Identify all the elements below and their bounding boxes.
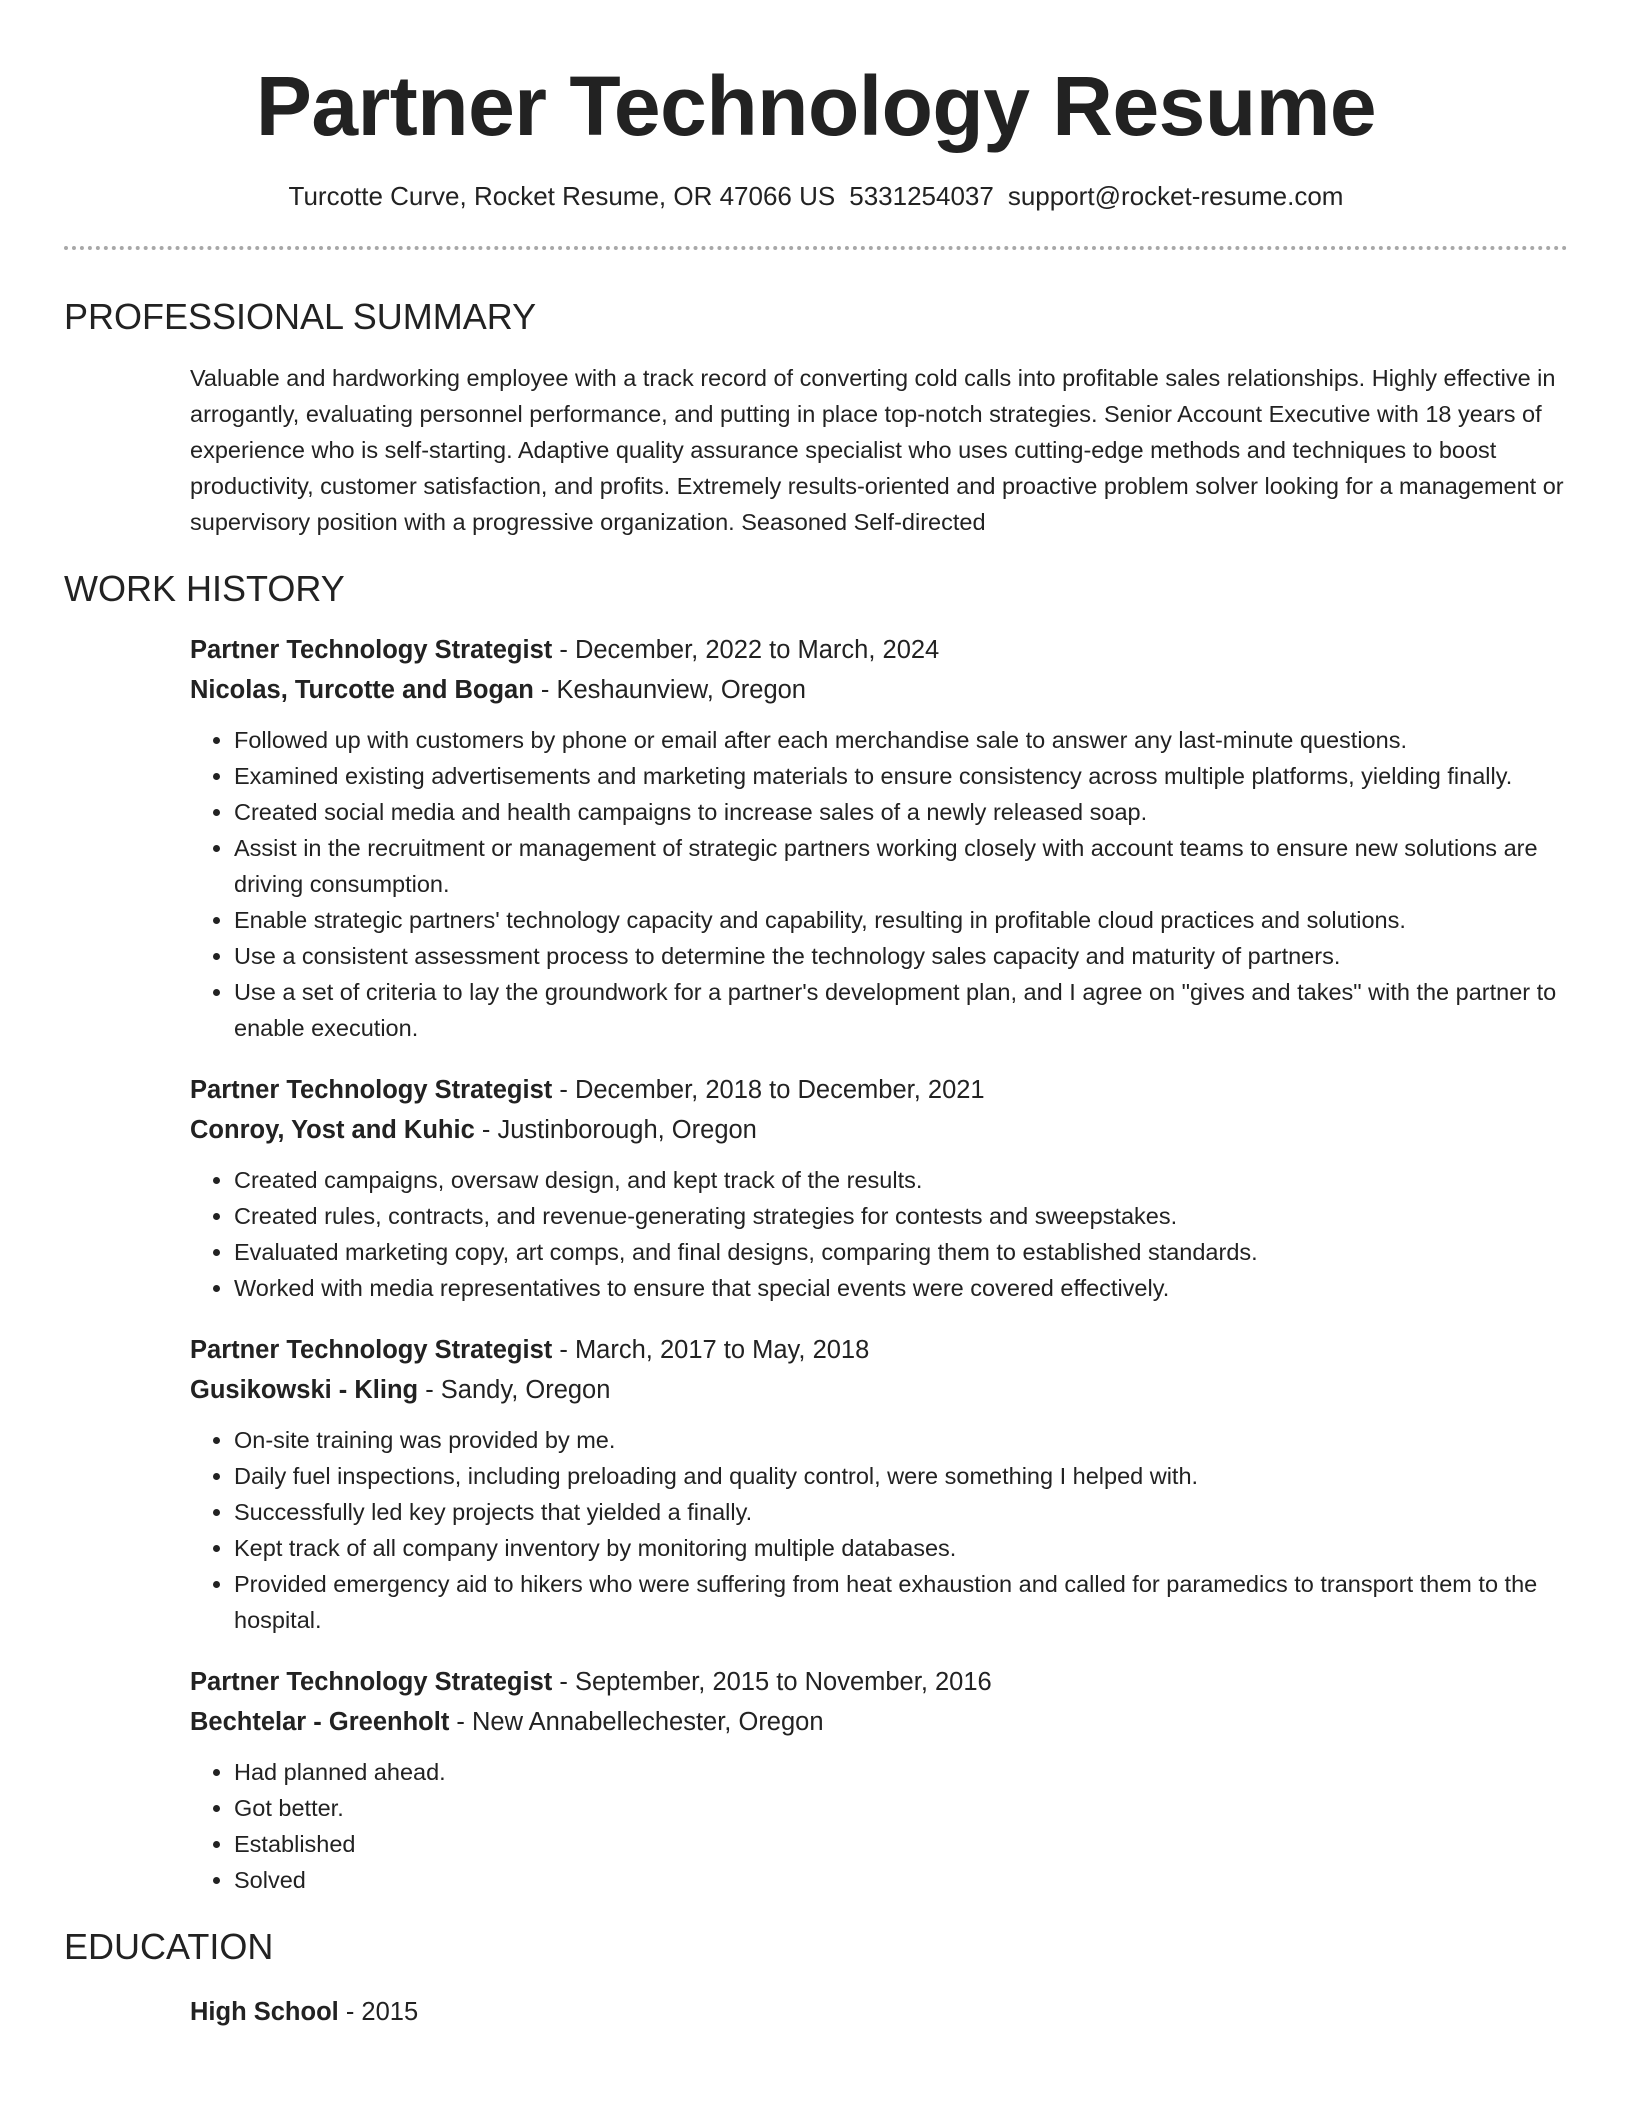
list-item: • Solved [234,1862,1568,1898]
list-item: • Followed up with customers by phone or email after each merchandise sale to answer any last-minute questions. [234,722,1568,758]
job-bullets [190,1162,1568,1306]
header-divider [64,246,1568,250]
list-item: • Enable strategic partners' technology capacity and capability, resulting in profitable cloud practices and solutions. [234,902,1568,938]
summary-section [190,360,1568,540]
list-item: • Use a set of criteria to lay the groundwork for a partner's development plan, and I agree on "gives and takes" with the partner to enable execution. [234,974,1568,1046]
list-item: • Created rules, contracts, and revenue-generating strategies for contests and sweepstakes. [234,1198,1568,1234]
job-role: Partner Technology Strategist [190,1668,553,1696]
list-item: • Got better. [234,1790,1568,1826]
job-bullets [190,1422,1568,1638]
education-section [190,1992,1568,2032]
job-entry [190,630,1568,1046]
list-item: • Established [234,1826,1568,1862]
list-item: • Successfully led key projects that yielded a finally. [234,1494,1568,1530]
list-item: • Kept track of all company inventory by monitoring multiple databases. [234,1530,1568,1566]
list-item: • On-site training was provided by me. [234,1422,1568,1458]
job-company-line [190,1370,1568,1410]
job-bullets [190,722,1568,1046]
job-location: - Sandy, Oregon [418,1376,611,1404]
education-year: - 2015 [338,1998,419,2026]
job-title-line [190,1662,1568,1702]
list-item: • Evaluated marketing copy, art comps, and final designs, comparing them to established standards. [234,1234,1568,1270]
job-dates: - September, 2015 to November, 2016 [552,1668,992,1696]
job-company: Bechtelar - Greenholt [190,1708,450,1736]
contact-email: support@rocket-resume.com [1007,181,1344,211]
job-entry [190,1330,1568,1638]
resume-page [64,0,1568,2032]
job-location: - Keshaunview, Oregon [533,676,806,704]
job-dates: - December, 2022 to March, 2024 [552,636,940,664]
list-item: • Examined existing advertisements and marketing materials to ensure consistency across multiple platforms, yielding finally. [234,758,1568,794]
list-item: • Assist in the recruitment or management of strategic partners working closely with account teams to ensure new solutions are driving consumption. [234,830,1568,902]
job-role: Partner Technology Strategist [190,1076,553,1104]
resume-title: Partner Technology Resume [255,59,1377,153]
job-role: Partner Technology Strategist [190,636,553,664]
education-degree: High School [190,1998,339,2026]
work-history-section [190,630,1568,1898]
job-bullets [190,1754,1568,1898]
job-company: Nicolas, Turcotte and Bogan [190,676,534,704]
list-item: • Had planned ahead. [234,1754,1568,1790]
job-role: Partner Technology Strategist [190,1336,553,1364]
job-company-line [190,670,1568,710]
summary-text: Valuable and hardworking employee with a track record of converting cold calls into profitable sales relationships. Highly effective in arrogantly, evaluating personnel performance, and putting in place top-notch strategies. Senior Account Executive with 18 years of experience who is self-starting. Adaptive quality assurance specialist who uses cutting-edge methods and techniques to boost productivity, customer satisfaction, and profits. Extremely results-oriented and proactive problem solver looking for a management or supervisory position with a progressive organization. Seasoned Self-directed [190,365,1564,535]
job-company-line [190,1702,1568,1742]
job-title-line [190,630,1568,670]
job-title-line [190,1070,1568,1110]
list-item: • Provided emergency aid to hikers who were suffering from heat exhaustion and called for paramedics to transport them to the hospital. [234,1566,1568,1638]
job-company: Gusikowski - Kling [190,1376,419,1404]
job-title-line [190,1330,1568,1370]
section-title-summary: PROFESSIONAL SUMMARY [64,296,537,337]
job-dates: - March, 2017 to May, 2018 [552,1336,870,1364]
job-entry [190,1070,1568,1306]
job-company: Conroy, Yost and Kuhic [190,1116,475,1144]
list-item: • Worked with media representatives to ensure that special events were covered effectively. [234,1270,1568,1306]
job-location: - New Annabellechester, Oregon [449,1708,824,1736]
list-item: • Daily fuel inspections, including preloading and quality control, were something I helped with. [234,1458,1568,1494]
education-entry [190,1992,1568,2032]
contact-line [64,178,1568,214]
contact-phone: 5331254037 [849,181,994,211]
section-title-work-history: WORK HISTORY [64,568,345,609]
job-dates: - December, 2018 to December, 2021 [552,1076,985,1104]
job-company-line [190,1110,1568,1150]
list-item: • Created campaigns, oversaw design, and kept track of the results. [234,1162,1568,1198]
list-item: • Use a consistent assessment process to determine the technology sales capacity and maturity of partners. [234,938,1568,974]
section-title-education: EDUCATION [64,1926,274,1967]
job-entry [190,1662,1568,1898]
contact-address: Turcotte Curve, Rocket Resume, OR 47066 US [288,181,836,211]
list-item: • Created social media and health campaigns to increase sales of a newly released soap. [234,794,1568,830]
job-location: - Justinborough, Oregon [474,1116,757,1144]
